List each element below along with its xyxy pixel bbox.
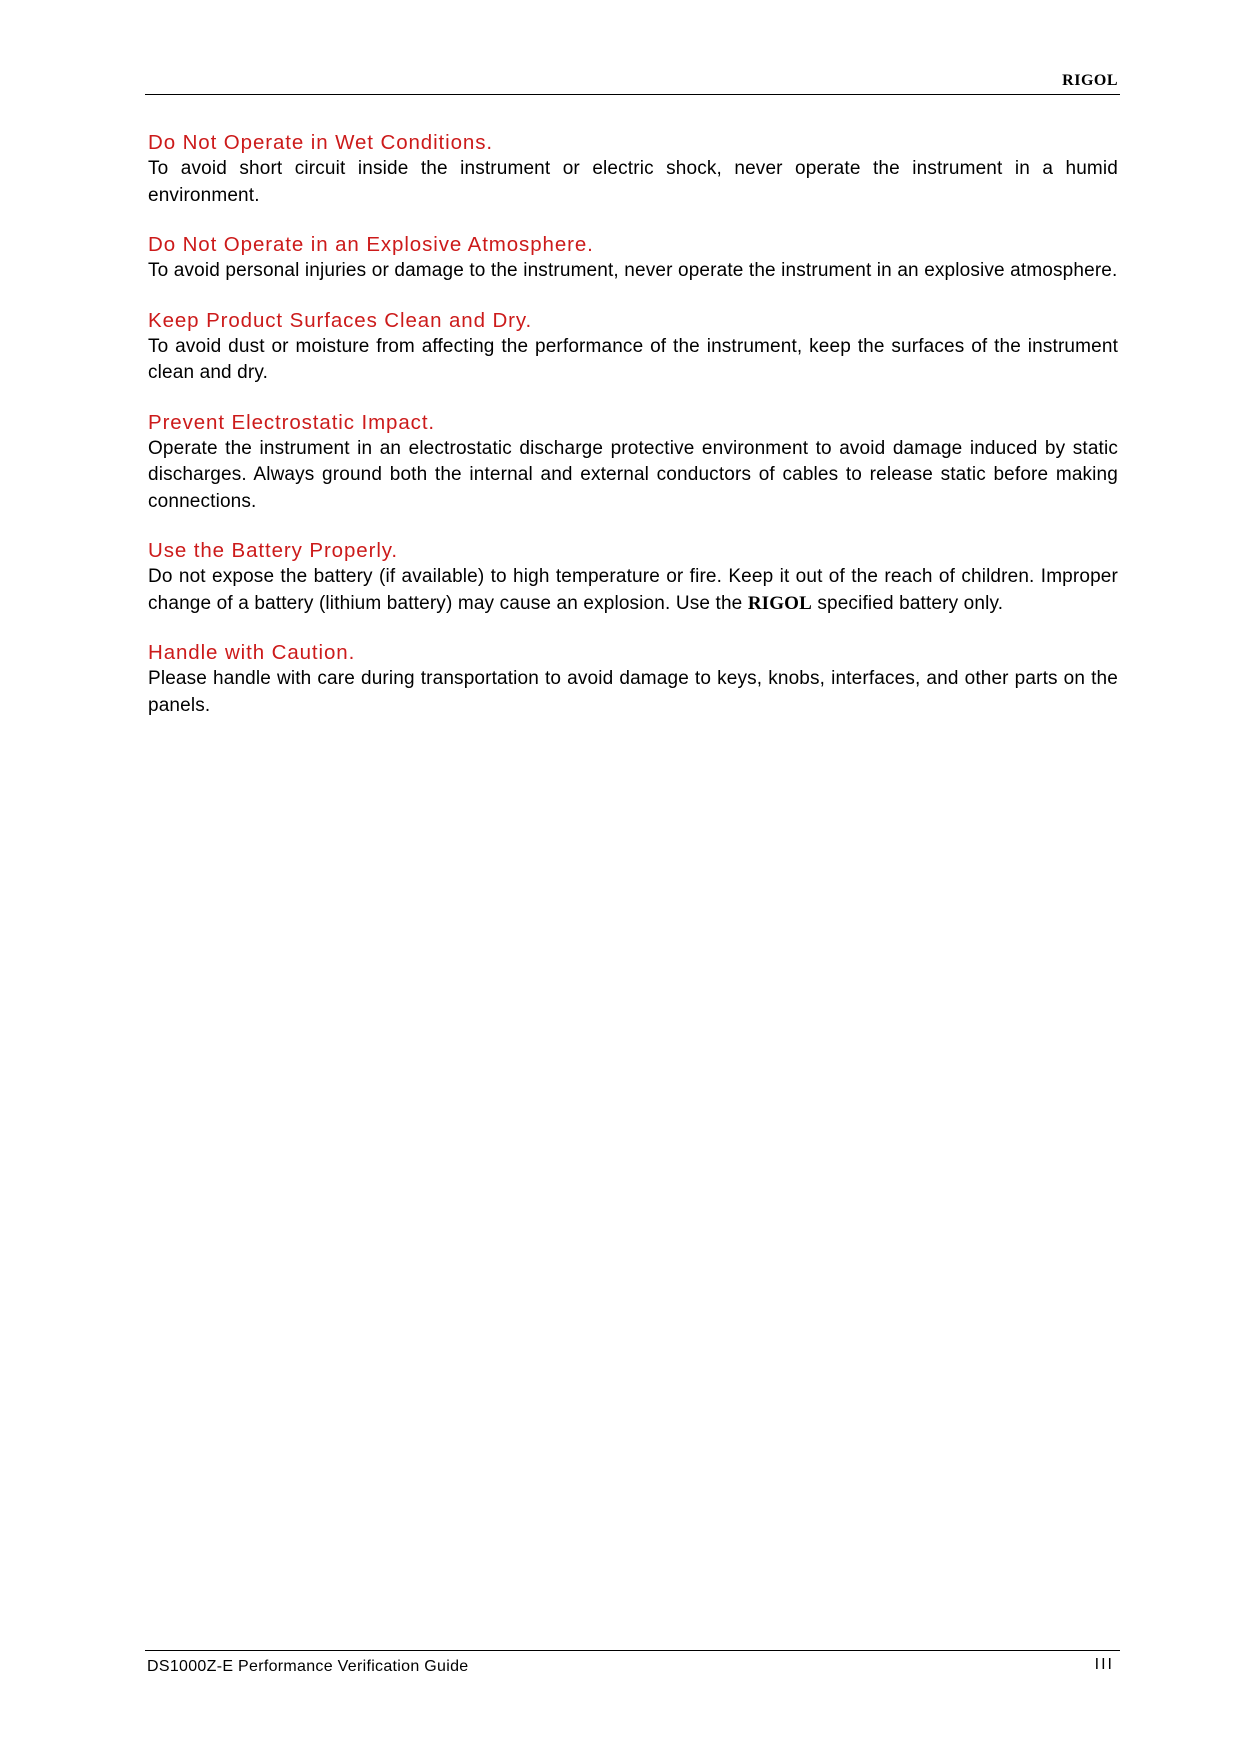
section-body: Please handle with care during transportation to avoid damage to keys, knobs, interfaces, and other parts on the panels. xyxy=(148,668,1118,716)
section-body-text: specified battery only. xyxy=(811,592,1004,614)
section-title: Prevent Electrostatic Impact. xyxy=(148,410,436,434)
brand-inline: RIGOL xyxy=(747,592,812,614)
page-footer xyxy=(145,1650,1120,1681)
section-body: To avoid personal injuries or damage to the instrument, never operate the instrument in an explosive atmosphere. xyxy=(148,260,1118,281)
section-title: Handle with Caution. xyxy=(148,641,356,664)
section-body xyxy=(148,564,1118,617)
section-handle-caution xyxy=(148,640,1118,719)
section-wet-conditions xyxy=(148,130,1118,209)
section-title: Do Not Operate in an Explosive Atmosphere. xyxy=(148,233,594,256)
section-title: Use the Battery Properly. xyxy=(148,539,398,562)
footer-page-number: III xyxy=(1094,1656,1114,1673)
section-explosive-atmosphere xyxy=(148,232,1118,285)
section-body: To avoid short circuit inside the instrument or electric shock, never operate the instrument in a humid environment. xyxy=(148,158,1118,206)
section-electrostatic xyxy=(148,410,1118,516)
brand-logo: RIGOL xyxy=(1062,72,1118,89)
section-title: Do Not Operate in Wet Conditions. xyxy=(148,131,493,154)
page-header xyxy=(145,72,1120,95)
section-clean-dry xyxy=(148,308,1118,387)
section-body-text: Do not expose the battery (if available) to high temperature or fire. Keep it out of the reach of children. Improper change of a battery (lithium battery) may cause an explosion. Use the xyxy=(148,566,1118,614)
section-title: Keep Product Surfaces Clean and Dry. xyxy=(148,308,533,332)
section-body: Operate the instrument in an electrostatic discharge protective environment to avoid damage induced by static discharges. Always ground both the internal and external conductors of cables to release static before making connections. xyxy=(148,437,1118,512)
section-body: To avoid dust or moisture from affecting the performance of the instrument, keep the surfaces of the instrument clean and dry. xyxy=(148,335,1118,383)
section-battery xyxy=(148,538,1118,617)
page-content xyxy=(148,130,1118,742)
footer-document-title: DS1000Z-E Performance Verification Guide xyxy=(147,1658,469,1675)
